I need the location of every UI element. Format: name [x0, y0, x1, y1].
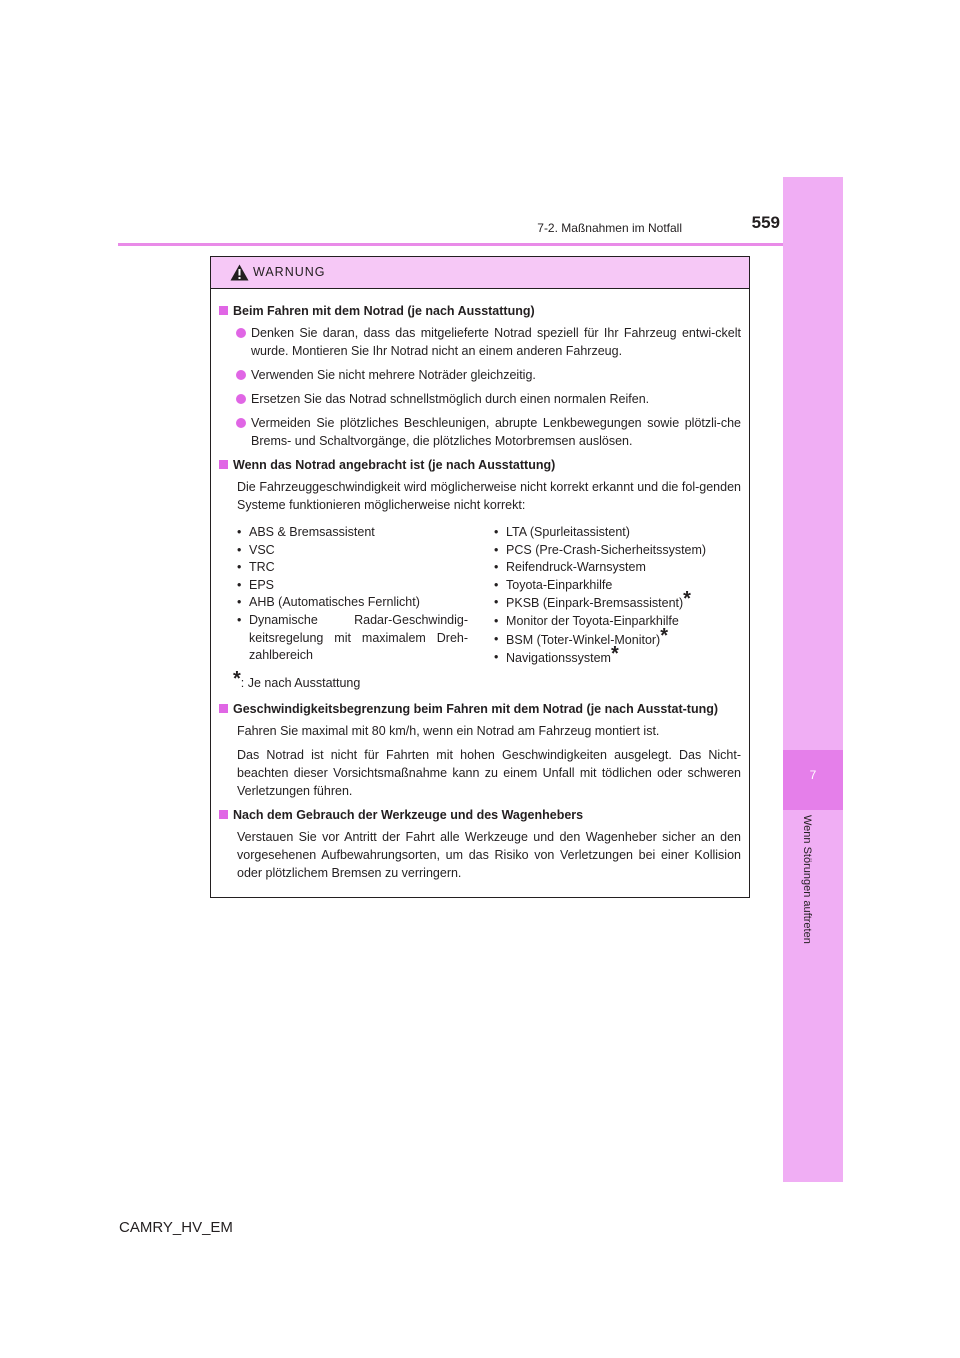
- bullet-item: [219, 390, 741, 408]
- heading-text: Nach dem Gebrauch der Werkzeuge und des Wagenhebers: [233, 807, 584, 822]
- paragraph: Verstauen Sie vor Antritt der Fahrt alle Werkzeuge und den Wagenheber sicher an den vorgesehenen Aufbewahrungsorten, um das Risiko von Verletzungen bei einer Kollision oder plötzlichem Bremsen zu verringern.: [237, 829, 741, 880]
- systems-right-column: [494, 524, 741, 668]
- section-heading: [219, 302, 741, 320]
- list-item: • TRC: [237, 559, 468, 577]
- asterisk-mark: *: [683, 588, 691, 611]
- warning-title: WARNUNG: [253, 265, 326, 279]
- square-bullet-icon: [219, 306, 228, 315]
- chapter-tab[interactable]: [783, 750, 843, 810]
- bullet-item: [219, 366, 741, 384]
- heading-text: Geschwindigkeitsbegrenzung beim Fahren mit dem Notrad (je nach Ausstat-tung): [233, 701, 719, 716]
- asterisk-mark: *: [660, 624, 669, 647]
- list-item: • Toyota-Einparkhilfe: [494, 577, 741, 595]
- paragraph: Das Notrad ist nicht für Fahrten mit hohen Geschwindigkeiten ausgelegt. Das Nicht-beachten dieser Vorsichtsmaßnahme kann zu einem Unfall mit tödlichen oder schweren Verletzungen führen.: [237, 747, 741, 798]
- list-item: • Reifendruck-Warnsystem: [494, 559, 741, 577]
- systems-list: [219, 524, 741, 668]
- list-item: [494, 643, 741, 668]
- square-bullet-icon: [219, 460, 228, 469]
- section-title: 7-2. Maßnahmen im Notfall: [537, 221, 682, 235]
- circle-bullet-icon: [236, 418, 246, 428]
- list-item: • Dynamische Radar-Geschwindig-keitsregelung mit maximalem Dreh-zahlbereich: [237, 612, 468, 665]
- header-rule: [118, 243, 783, 246]
- chapter-title: Wenn Störungen auftreten: [801, 815, 813, 944]
- warning-triangle-icon: [230, 264, 249, 281]
- asterisk-mark: *: [233, 667, 241, 690]
- footnote-text: : Je nach Ausstattung: [240, 675, 361, 690]
- circle-bullet-icon: [236, 394, 246, 404]
- list-item-text: BSM (Toter-Winkel-Monitor): [506, 632, 661, 647]
- list-item: • EPS: [237, 577, 468, 595]
- document-code: CAMRY_HV_EM: [119, 1219, 233, 1236]
- warning-header: [211, 257, 749, 289]
- side-tab: [783, 177, 843, 1182]
- bullet-text: Denken Sie daran, dass das mitgelieferte Notrad speziell für Ihr Fahrzeug entwi-ckelt wurde. Montieren Sie Ihr Notrad nicht an einem anderen Fahrzeug.: [251, 326, 741, 358]
- bullet-text: Ersetzen Sie das Notrad schnellstmöglich durch einen normalen Reifen.: [251, 392, 650, 406]
- asterisk-mark: *: [610, 643, 619, 666]
- list-item: • ABS & Bremsassistent: [237, 524, 468, 542]
- section-heading: [219, 806, 741, 824]
- footnote: [219, 667, 741, 692]
- bullet-text: Verwenden Sie nicht mehrere Noträder gleichzeitig.: [251, 368, 536, 382]
- systems-left-column: [237, 524, 468, 668]
- list-item-text: Navigationssystem: [506, 651, 611, 666]
- square-bullet-icon: [219, 704, 228, 713]
- circle-bullet-icon: [236, 328, 246, 338]
- circle-bullet-icon: [236, 370, 246, 380]
- list-item: • VSC: [237, 542, 468, 560]
- page-number: 559: [751, 213, 780, 232]
- list-item: • Monitor der Toyota-Einparkhilfe: [494, 613, 741, 631]
- bullet-text: Vermeiden Sie plötzliches Beschleunigen, abrupte Lenkbewegungen sowie plötzli-che Brems- und Schaltvorgänge, die plötzliches Motorbremsen auslösen.: [251, 416, 741, 448]
- chapter-number: 7: [809, 768, 817, 782]
- section-heading: [219, 456, 741, 474]
- list-item: • PCS (Pre-Crash-Sicherheitssystem): [494, 542, 741, 560]
- warning-body: [211, 289, 749, 882]
- list-item-text: PKSB (Einpark-Bremsassistent): [506, 596, 684, 611]
- square-bullet-icon: [219, 810, 228, 819]
- paragraph: Die Fahrzeuggeschwindigkeit wird möglicherweise nicht korrekt erkannt und die fol-genden Systeme funktionieren möglicherweise nicht korrekt:: [237, 480, 741, 512]
- bullet-item: [219, 324, 741, 360]
- paragraph: Fahren Sie maximal mit 80 km/h, wenn ein Notrad am Fahrzeug montiert ist.: [237, 723, 660, 738]
- list-item: [494, 588, 741, 613]
- list-item: • AHB (Automatisches Fernlicht): [237, 594, 468, 612]
- bullet-item: [219, 414, 741, 450]
- section-heading: [219, 700, 741, 718]
- heading-text: Wenn das Notrad angebracht ist (je nach Ausstattung): [233, 458, 556, 472]
- warning-box: [210, 256, 750, 898]
- heading-text: Beim Fahren mit dem Notrad (je nach Ausstattung): [233, 304, 535, 318]
- list-item: • LTA (Spurleitassistent): [494, 524, 741, 542]
